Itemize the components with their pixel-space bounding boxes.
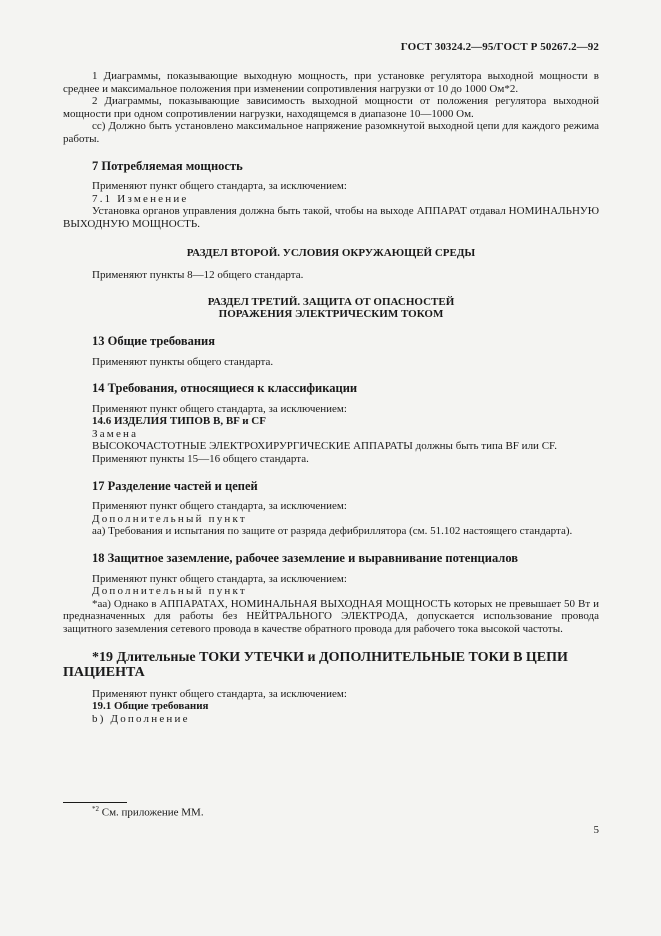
section-7-intro: Применяют пункт общего стандарта, за исключением: bbox=[92, 180, 347, 193]
section-7-1-label: 7.1 Изменение bbox=[92, 192, 189, 205]
section-17-title: 17 Разделение частей и цепей bbox=[92, 478, 258, 493]
section-18-title: 18 Защитное заземление, рабочее заземление и выравнивание потенциалов bbox=[92, 551, 519, 566]
section-19-1-title: 19.1 Общие требования bbox=[92, 700, 209, 713]
part-3-title bbox=[63, 296, 599, 321]
part-3-title-line-1: РАЗДЕЛ ТРЕТИЙ. ЗАЩИТА ОТ ОПАСНОСТЕЙ bbox=[207, 295, 455, 308]
footnote-text: См. приложение ММ. bbox=[101, 806, 204, 819]
section-19-intro: Применяют пункт общего стандарта, за исключением: bbox=[92, 687, 347, 700]
part-3-title-line-2: ПОРАЖЕНИЯ ЭЛЕКТРИЧЕСКИМ ТОКОМ bbox=[218, 308, 444, 321]
footnote-mark: *2 bbox=[92, 805, 99, 813]
section-17-intro: Применяют пункт общего стандарта, за исключением: bbox=[92, 500, 347, 513]
paragraph-2: 2 Диаграммы, показывающие зависимость выходной мощности от положения регулятора выходной мощности при одном сопротивлении нагрузки, находящемся в диапазоне 10—1000 Ом. bbox=[63, 95, 599, 120]
section-7-title: 7 Потребляемая мощность bbox=[92, 158, 243, 173]
section-14-after: Применяют пункты 15—16 общего стандарта. bbox=[92, 453, 309, 466]
section-13-title: 13 Общие требования bbox=[92, 333, 216, 348]
part-2-text: Применяют пункты 8—12 общего стандарта. bbox=[92, 269, 304, 282]
section-7-1-text: Установка органов управления должна быть такой, чтобы на выходе АППАРАТ отдавал НОМИНАЛЬНУЮ ВЫХОДНУЮ МОЩНОСТЬ. bbox=[63, 205, 599, 230]
section-18-text: *aa) Однако в АППАРАТАХ, НОМИНАЛЬНАЯ ВЫХОДНАЯ МОЩНОСТЬ которых не превышает 50 Вт и предназначенных для работы без НЕЙТРАЛЬНОГО ЭЛЕКТРОДА, допускается использование провода защитного заземления сетевого провода в качестве обратного провода для рабочего тока высокой частоты. bbox=[63, 597, 599, 635]
page-header: ГОСТ 30324.2—95/ГОСТ Р 50267.2—92 bbox=[400, 41, 599, 53]
paragraph-cc: cc) Должно быть установлено максимальное напряжение разомкнутой выходной цепи для каждого режима работы. bbox=[63, 120, 599, 145]
section-18-label: Дополнительный пункт bbox=[92, 585, 247, 598]
footnote bbox=[92, 805, 204, 819]
section-13-text: Применяют пункты общего стандарта. bbox=[92, 355, 274, 368]
page-content bbox=[63, 70, 599, 725]
section-19-title: *19 Длительные ТОКИ УТЕЧКИ и ДОПОЛНИТЕЛЬНЫЕ ТОКИ В ЦЕПИ ПАЦИЕНТА bbox=[63, 649, 568, 680]
part-2-title: РАЗДЕЛ ВТОРОЙ. УСЛОВИЯ ОКРУЖАЮЩЕЙ СРЕДЫ bbox=[186, 246, 476, 259]
footnote-rule bbox=[63, 802, 127, 803]
section-14-title: 14 Требования, относящиеся к классификации bbox=[92, 381, 358, 396]
section-17-text: aa) Требования и испытания по защите от разряда дефибриллятора (см. 51.102 настоящего стандарта). bbox=[92, 525, 573, 538]
page-number: 5 bbox=[593, 824, 599, 836]
section-14-6-title: 14.6 ИЗДЕЛИЯ ТИПОВ В, BF и CF bbox=[92, 415, 266, 428]
section-14-6-label: Замена bbox=[92, 427, 139, 440]
section-14-6-text: ВЫСОКОЧАСТОТНЫЕ ЭЛЕКТРОХИРУРГИЧЕСКИЕ АППАРАТЫ должны быть типа BF или CF. bbox=[92, 440, 558, 453]
section-14-intro: Применяют пункт общего стандарта, за исключением: bbox=[92, 402, 347, 415]
section-17-label: Дополнительный пункт bbox=[92, 512, 247, 525]
paragraph-1: 1 Диаграммы, показывающие выходную мощность, при установке регулятора выходной мощности в среднее и максимальное положения при изменении сопротивления нагрузки от 10 до 1000 Ом*2. bbox=[63, 70, 599, 95]
section-18-intro: Применяют пункт общего стандарта, за исключением: bbox=[92, 572, 347, 585]
section-19-1-label: b) Дополнение bbox=[92, 712, 190, 725]
